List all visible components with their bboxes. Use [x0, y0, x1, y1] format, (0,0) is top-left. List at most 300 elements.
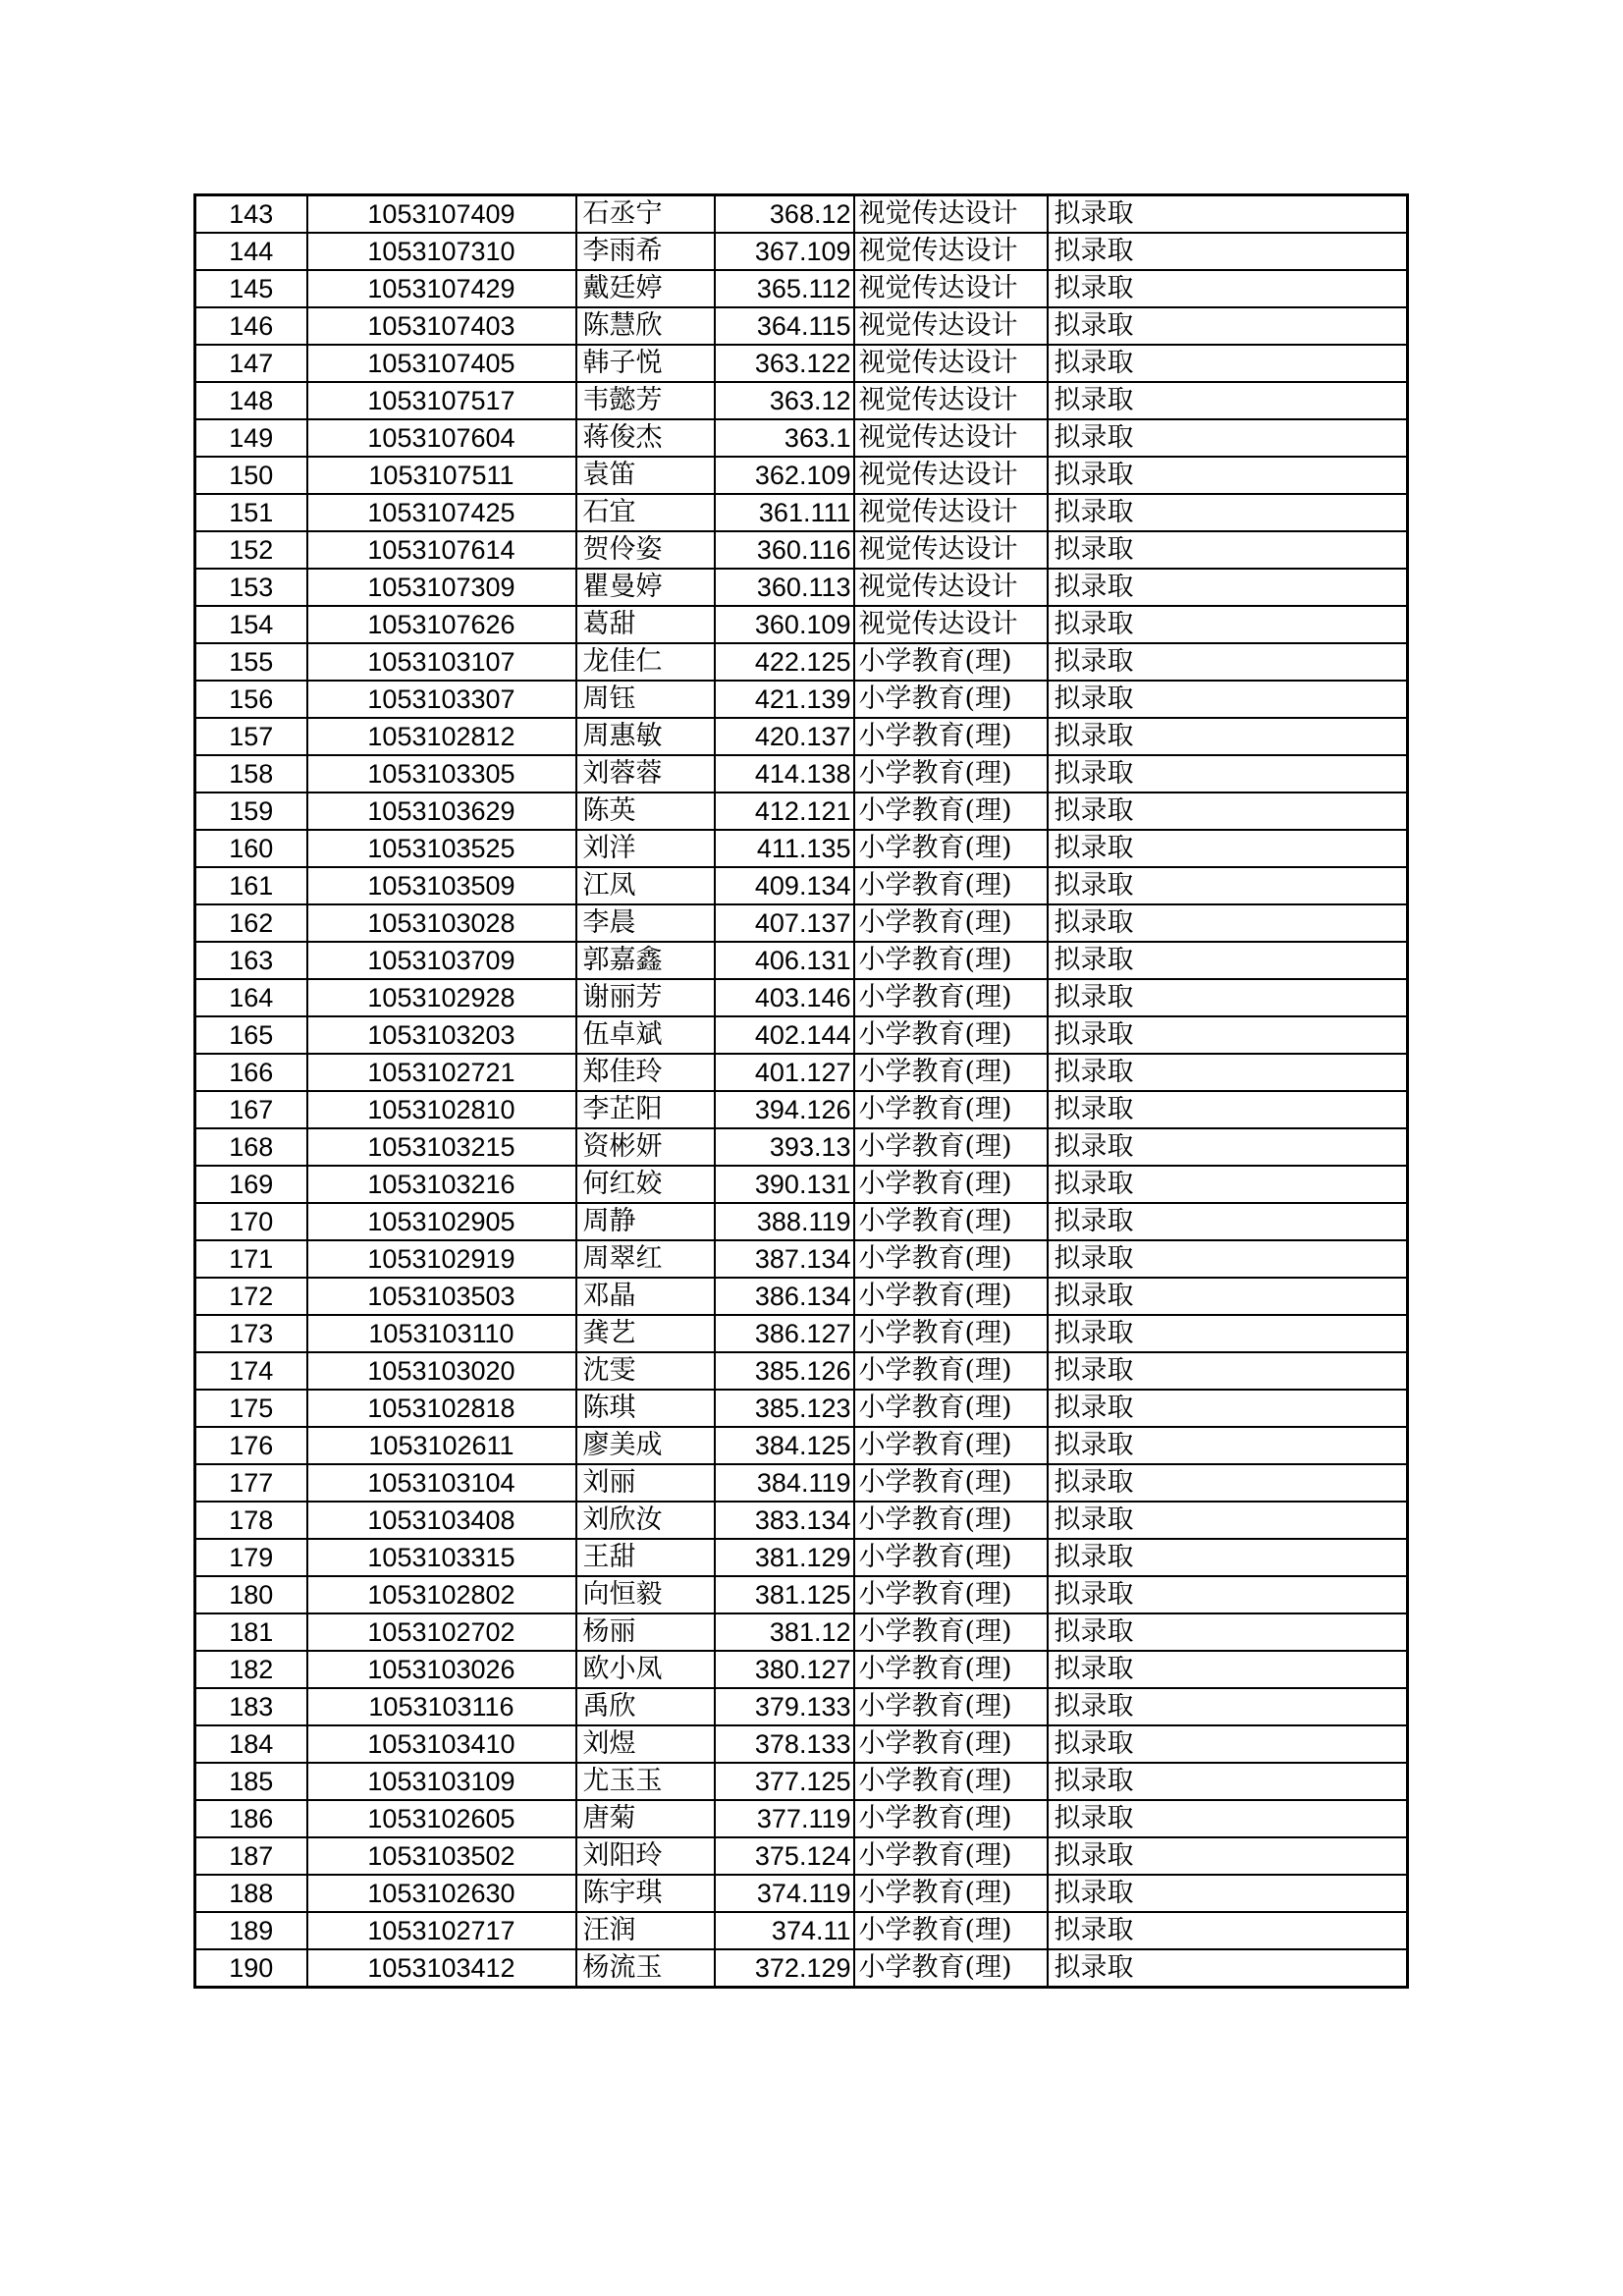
candidate-name-cell: 廖美成	[576, 1427, 715, 1464]
status-cell: 拟录取	[1048, 1837, 1408, 1875]
major-cell: 小学教育(理)	[854, 1651, 1048, 1688]
table-row	[195, 1688, 1408, 1725]
major-cell: 视觉传达设计	[854, 345, 1048, 382]
status-cell: 拟录取	[1048, 755, 1408, 793]
score-cell: 390.131	[715, 1166, 854, 1203]
score-cell: 384.125	[715, 1427, 854, 1464]
candidate-name-cell: 王甜	[576, 1539, 715, 1576]
table-row	[195, 307, 1408, 345]
score-cell: 385.123	[715, 1390, 854, 1427]
table-row	[195, 867, 1408, 904]
row-number-cell: 167	[195, 1091, 307, 1128]
status-cell: 拟录取	[1048, 1800, 1408, 1837]
candidate-name-cell: 瞿曼婷	[576, 569, 715, 606]
major-cell: 小学教育(理)	[854, 755, 1048, 793]
candidate-name-cell: 李芷阳	[576, 1091, 715, 1128]
row-number-cell: 180	[195, 1576, 307, 1613]
score-cell: 361.111	[715, 494, 854, 531]
score-cell: 383.134	[715, 1502, 854, 1539]
status-cell: 拟录取	[1048, 681, 1408, 718]
major-cell: 小学教育(理)	[854, 793, 1048, 830]
table-row	[195, 830, 1408, 867]
candidate-name-cell: 何红姣	[576, 1166, 715, 1203]
row-number-cell: 168	[195, 1128, 307, 1166]
major-cell: 小学教育(理)	[854, 1427, 1048, 1464]
candidate-name-cell: 陈英	[576, 793, 715, 830]
table-row	[195, 681, 1408, 718]
table-row	[195, 1464, 1408, 1502]
candidate-id-cell: 1053102928	[307, 979, 576, 1016]
status-cell: 拟录取	[1048, 1464, 1408, 1502]
candidate-id-cell: 1053103028	[307, 904, 576, 942]
row-number-cell: 178	[195, 1502, 307, 1539]
candidate-name-cell: 郭嘉鑫	[576, 942, 715, 979]
status-cell: 拟录取	[1048, 1651, 1408, 1688]
score-cell: 385.126	[715, 1352, 854, 1390]
status-cell: 拟录取	[1048, 569, 1408, 606]
candidate-id-cell: 1053107403	[307, 307, 576, 345]
table-row	[195, 1725, 1408, 1763]
row-number-cell: 149	[195, 419, 307, 457]
table-row	[195, 1315, 1408, 1352]
major-cell: 小学教育(理)	[854, 942, 1048, 979]
status-cell: 拟录取	[1048, 718, 1408, 755]
major-cell: 视觉传达设计	[854, 270, 1048, 307]
candidate-id-cell: 1053102810	[307, 1091, 576, 1128]
candidate-name-cell: 杨流玉	[576, 1949, 715, 1988]
table-row	[195, 1502, 1408, 1539]
candidate-name-cell: 李晨	[576, 904, 715, 942]
candidate-name-cell: 陈慧欣	[576, 307, 715, 345]
table-row	[195, 345, 1408, 382]
major-cell: 小学教育(理)	[854, 830, 1048, 867]
candidate-id-cell: 1053103503	[307, 1278, 576, 1315]
major-cell: 小学教育(理)	[854, 1278, 1048, 1315]
major-cell: 视觉传达设计	[854, 195, 1048, 234]
row-number-cell: 155	[195, 643, 307, 681]
candidate-name-cell: 汪润	[576, 1912, 715, 1949]
row-number-cell: 154	[195, 606, 307, 643]
candidate-id-cell: 1053107517	[307, 382, 576, 419]
table-row	[195, 718, 1408, 755]
score-cell: 360.109	[715, 606, 854, 643]
major-cell: 视觉传达设计	[854, 307, 1048, 345]
score-cell: 363.122	[715, 345, 854, 382]
status-cell: 拟录取	[1048, 233, 1408, 270]
major-cell: 小学教育(理)	[854, 1613, 1048, 1651]
row-number-cell: 152	[195, 531, 307, 569]
row-number-cell: 150	[195, 457, 307, 494]
major-cell: 小学教育(理)	[854, 1763, 1048, 1800]
table-row	[195, 1016, 1408, 1054]
candidate-name-cell: 韩子悦	[576, 345, 715, 382]
status-cell: 拟录取	[1048, 1315, 1408, 1352]
score-cell: 411.135	[715, 830, 854, 867]
candidate-id-cell: 1053103307	[307, 681, 576, 718]
major-cell: 小学教育(理)	[854, 1352, 1048, 1390]
row-number-cell: 147	[195, 345, 307, 382]
row-number-cell: 156	[195, 681, 307, 718]
score-cell: 403.146	[715, 979, 854, 1016]
table-row	[195, 569, 1408, 606]
admission-table	[193, 193, 1409, 1989]
table-row	[195, 457, 1408, 494]
score-cell: 422.125	[715, 643, 854, 681]
table-body	[195, 195, 1408, 1988]
candidate-id-cell: 1053103629	[307, 793, 576, 830]
candidate-id-cell: 1053107511	[307, 457, 576, 494]
candidate-name-cell: 资彬妍	[576, 1128, 715, 1166]
score-cell: 401.127	[715, 1054, 854, 1091]
status-cell: 拟录取	[1048, 1688, 1408, 1725]
candidate-id-cell: 1053107405	[307, 345, 576, 382]
table-row	[195, 494, 1408, 531]
table-row	[195, 1613, 1408, 1651]
status-cell: 拟录取	[1048, 830, 1408, 867]
status-cell: 拟录取	[1048, 1016, 1408, 1054]
candidate-id-cell: 1053107310	[307, 233, 576, 270]
candidate-name-cell: 欧小凤	[576, 1651, 715, 1688]
candidate-name-cell: 向恒毅	[576, 1576, 715, 1613]
status-cell: 拟录取	[1048, 979, 1408, 1016]
score-cell: 414.138	[715, 755, 854, 793]
major-cell: 小学教育(理)	[854, 643, 1048, 681]
candidate-name-cell: 贺伶姿	[576, 531, 715, 569]
candidate-id-cell: 1053102802	[307, 1576, 576, 1613]
candidate-name-cell: 刘洋	[576, 830, 715, 867]
candidate-name-cell: 刘阳玲	[576, 1837, 715, 1875]
candidate-id-cell: 1053103412	[307, 1949, 576, 1988]
candidate-name-cell: 韦懿芳	[576, 382, 715, 419]
table-row	[195, 1166, 1408, 1203]
candidate-name-cell: 江凤	[576, 867, 715, 904]
table-row	[195, 643, 1408, 681]
candidate-id-cell: 1053103107	[307, 643, 576, 681]
major-cell: 视觉传达设计	[854, 494, 1048, 531]
score-cell: 360.113	[715, 569, 854, 606]
major-cell: 小学教育(理)	[854, 718, 1048, 755]
major-cell: 小学教育(理)	[854, 1091, 1048, 1128]
status-cell: 拟录取	[1048, 195, 1408, 234]
score-cell: 407.137	[715, 904, 854, 942]
candidate-id-cell: 1053103305	[307, 755, 576, 793]
row-number-cell: 153	[195, 569, 307, 606]
major-cell: 小学教育(理)	[854, 867, 1048, 904]
table-row	[195, 233, 1408, 270]
candidate-id-cell: 1053103026	[307, 1651, 576, 1688]
status-cell: 拟录取	[1048, 1576, 1408, 1613]
status-cell: 拟录取	[1048, 1763, 1408, 1800]
score-cell: 363.1	[715, 419, 854, 457]
candidate-id-cell: 1053102721	[307, 1054, 576, 1091]
row-number-cell: 181	[195, 1613, 307, 1651]
table-row	[195, 755, 1408, 793]
candidate-id-cell: 1053103410	[307, 1725, 576, 1763]
table-row	[195, 270, 1408, 307]
score-cell: 363.12	[715, 382, 854, 419]
score-cell: 367.109	[715, 233, 854, 270]
status-cell: 拟录取	[1048, 1539, 1408, 1576]
major-cell: 小学教育(理)	[854, 1240, 1048, 1278]
row-number-cell: 143	[195, 195, 307, 234]
score-cell: 388.119	[715, 1203, 854, 1240]
candidate-name-cell: 杨丽	[576, 1613, 715, 1651]
score-cell: 364.115	[715, 307, 854, 345]
score-cell: 374.11	[715, 1912, 854, 1949]
major-cell: 小学教育(理)	[854, 681, 1048, 718]
major-cell: 小学教育(理)	[854, 1576, 1048, 1613]
status-cell: 拟录取	[1048, 793, 1408, 830]
candidate-id-cell: 1053107614	[307, 531, 576, 569]
major-cell: 视觉传达设计	[854, 457, 1048, 494]
candidate-name-cell: 龚艺	[576, 1315, 715, 1352]
major-cell: 视觉传达设计	[854, 233, 1048, 270]
major-cell: 小学教育(理)	[854, 1390, 1048, 1427]
table-row	[195, 942, 1408, 979]
major-cell: 视觉传达设计	[854, 569, 1048, 606]
row-number-cell: 158	[195, 755, 307, 793]
row-number-cell: 159	[195, 793, 307, 830]
major-cell: 小学教育(理)	[854, 1016, 1048, 1054]
row-number-cell: 172	[195, 1278, 307, 1315]
candidate-id-cell: 1053102611	[307, 1427, 576, 1464]
table-row	[195, 382, 1408, 419]
table-row	[195, 1278, 1408, 1315]
table-row	[195, 1763, 1408, 1800]
status-cell: 拟录取	[1048, 531, 1408, 569]
row-number-cell: 157	[195, 718, 307, 755]
table-row	[195, 1539, 1408, 1576]
candidate-id-cell: 1053103216	[307, 1166, 576, 1203]
row-number-cell: 171	[195, 1240, 307, 1278]
candidate-id-cell: 1053103110	[307, 1315, 576, 1352]
table-row	[195, 904, 1408, 942]
score-cell: 386.134	[715, 1278, 854, 1315]
table-row	[195, 606, 1408, 643]
row-number-cell: 170	[195, 1203, 307, 1240]
score-cell: 368.12	[715, 195, 854, 234]
candidate-name-cell: 沈雯	[576, 1352, 715, 1390]
score-cell: 381.12	[715, 1613, 854, 1651]
row-number-cell: 186	[195, 1800, 307, 1837]
candidate-name-cell: 禹欣	[576, 1688, 715, 1725]
table-row	[195, 1091, 1408, 1128]
table-row	[195, 1054, 1408, 1091]
candidate-name-cell: 龙佳仁	[576, 643, 715, 681]
candidate-name-cell: 刘欣汝	[576, 1502, 715, 1539]
candidate-id-cell: 1053102717	[307, 1912, 576, 1949]
status-cell: 拟录取	[1048, 1613, 1408, 1651]
candidate-name-cell: 周翠红	[576, 1240, 715, 1278]
row-number-cell: 189	[195, 1912, 307, 1949]
candidate-name-cell: 李雨希	[576, 233, 715, 270]
row-number-cell: 146	[195, 307, 307, 345]
candidate-id-cell: 1053102702	[307, 1613, 576, 1651]
major-cell: 小学教育(理)	[854, 1539, 1048, 1576]
candidate-name-cell: 蒋俊杰	[576, 419, 715, 457]
status-cell: 拟录取	[1048, 382, 1408, 419]
score-cell: 409.134	[715, 867, 854, 904]
row-number-cell: 187	[195, 1837, 307, 1875]
score-cell: 406.131	[715, 942, 854, 979]
status-cell: 拟录取	[1048, 345, 1408, 382]
row-number-cell: 151	[195, 494, 307, 531]
row-number-cell: 144	[195, 233, 307, 270]
score-cell: 379.133	[715, 1688, 854, 1725]
candidate-name-cell: 戴廷婷	[576, 270, 715, 307]
candidate-name-cell: 郑佳玲	[576, 1054, 715, 1091]
candidate-name-cell: 周钰	[576, 681, 715, 718]
candidate-id-cell: 1053103315	[307, 1539, 576, 1576]
candidate-id-cell: 1053107429	[307, 270, 576, 307]
score-cell: 378.133	[715, 1725, 854, 1763]
table-row	[195, 1912, 1408, 1949]
candidate-name-cell: 刘丽	[576, 1464, 715, 1502]
candidate-name-cell: 石丞宁	[576, 195, 715, 234]
candidate-name-cell: 陈宇琪	[576, 1875, 715, 1912]
row-number-cell: 173	[195, 1315, 307, 1352]
major-cell: 小学教育(理)	[854, 1502, 1048, 1539]
candidate-id-cell: 1053107604	[307, 419, 576, 457]
candidate-name-cell: 唐菊	[576, 1800, 715, 1837]
row-number-cell: 166	[195, 1054, 307, 1091]
row-number-cell: 185	[195, 1763, 307, 1800]
score-cell: 372.129	[715, 1949, 854, 1988]
candidate-name-cell: 谢丽芳	[576, 979, 715, 1016]
candidate-id-cell: 1053103203	[307, 1016, 576, 1054]
candidate-id-cell: 1053103509	[307, 867, 576, 904]
candidate-name-cell: 邓晶	[576, 1278, 715, 1315]
table-row	[195, 1427, 1408, 1464]
status-cell: 拟录取	[1048, 494, 1408, 531]
status-cell: 拟录取	[1048, 419, 1408, 457]
candidate-name-cell: 袁笛	[576, 457, 715, 494]
row-number-cell: 183	[195, 1688, 307, 1725]
score-cell: 384.119	[715, 1464, 854, 1502]
candidate-id-cell: 1053107425	[307, 494, 576, 531]
table-row	[195, 1837, 1408, 1875]
table-row	[195, 979, 1408, 1016]
candidate-id-cell: 1053102812	[307, 718, 576, 755]
status-cell: 拟录取	[1048, 1203, 1408, 1240]
major-cell: 小学教育(理)	[854, 1054, 1048, 1091]
status-cell: 拟录取	[1048, 307, 1408, 345]
candidate-id-cell: 1053102818	[307, 1390, 576, 1427]
table-row	[195, 1390, 1408, 1427]
score-cell: 374.119	[715, 1875, 854, 1912]
major-cell: 小学教育(理)	[854, 979, 1048, 1016]
status-cell: 拟录取	[1048, 1949, 1408, 1988]
candidate-name-cell: 石宜	[576, 494, 715, 531]
candidate-name-cell: 伍卓斌	[576, 1016, 715, 1054]
status-cell: 拟录取	[1048, 1427, 1408, 1464]
major-cell: 小学教育(理)	[854, 1688, 1048, 1725]
candidate-id-cell: 1053103525	[307, 830, 576, 867]
score-cell: 375.124	[715, 1837, 854, 1875]
candidate-id-cell: 1053102630	[307, 1875, 576, 1912]
score-cell: 420.137	[715, 718, 854, 755]
candidate-id-cell: 1053103104	[307, 1464, 576, 1502]
major-cell: 小学教育(理)	[854, 1725, 1048, 1763]
status-cell: 拟录取	[1048, 1912, 1408, 1949]
table-row	[195, 1875, 1408, 1912]
status-cell: 拟录取	[1048, 1240, 1408, 1278]
row-number-cell: 179	[195, 1539, 307, 1576]
score-cell: 381.129	[715, 1539, 854, 1576]
status-cell: 拟录取	[1048, 1875, 1408, 1912]
candidate-id-cell: 1053102605	[307, 1800, 576, 1837]
row-number-cell: 175	[195, 1390, 307, 1427]
table-row	[195, 793, 1408, 830]
score-cell: 412.121	[715, 793, 854, 830]
table-row	[195, 1128, 1408, 1166]
candidate-id-cell: 1053107626	[307, 606, 576, 643]
major-cell: 小学教育(理)	[854, 1949, 1048, 1988]
status-cell: 拟录取	[1048, 1128, 1408, 1166]
row-number-cell: 184	[195, 1725, 307, 1763]
score-cell: 381.125	[715, 1576, 854, 1613]
score-cell: 402.144	[715, 1016, 854, 1054]
table-row	[195, 531, 1408, 569]
major-cell: 视觉传达设计	[854, 382, 1048, 419]
major-cell: 视觉传达设计	[854, 531, 1048, 569]
score-cell: 362.109	[715, 457, 854, 494]
table-row	[195, 1576, 1408, 1613]
row-number-cell: 160	[195, 830, 307, 867]
score-cell: 360.116	[715, 531, 854, 569]
status-cell: 拟录取	[1048, 1725, 1408, 1763]
major-cell: 视觉传达设计	[854, 606, 1048, 643]
row-number-cell: 161	[195, 867, 307, 904]
candidate-id-cell: 1053103215	[307, 1128, 576, 1166]
score-cell: 365.112	[715, 270, 854, 307]
score-cell: 380.127	[715, 1651, 854, 1688]
candidate-name-cell: 尤玉玉	[576, 1763, 715, 1800]
row-number-cell: 176	[195, 1427, 307, 1464]
score-cell: 421.139	[715, 681, 854, 718]
table-row	[195, 419, 1408, 457]
row-number-cell: 148	[195, 382, 307, 419]
status-cell: 拟录取	[1048, 904, 1408, 942]
status-cell: 拟录取	[1048, 1390, 1408, 1427]
major-cell: 小学教育(理)	[854, 1166, 1048, 1203]
table-row	[195, 1203, 1408, 1240]
score-cell: 377.125	[715, 1763, 854, 1800]
row-number-cell: 177	[195, 1464, 307, 1502]
row-number-cell: 165	[195, 1016, 307, 1054]
major-cell: 小学教育(理)	[854, 1837, 1048, 1875]
candidate-name-cell: 葛甜	[576, 606, 715, 643]
row-number-cell: 188	[195, 1875, 307, 1912]
candidate-id-cell: 1053102919	[307, 1240, 576, 1278]
status-cell: 拟录取	[1048, 643, 1408, 681]
candidate-id-cell: 1053103116	[307, 1688, 576, 1725]
status-cell: 拟录取	[1048, 942, 1408, 979]
candidate-name-cell: 周静	[576, 1203, 715, 1240]
candidate-id-cell: 1053107309	[307, 569, 576, 606]
major-cell: 小学教育(理)	[854, 1315, 1048, 1352]
row-number-cell: 162	[195, 904, 307, 942]
status-cell: 拟录取	[1048, 606, 1408, 643]
row-number-cell: 182	[195, 1651, 307, 1688]
row-number-cell: 190	[195, 1949, 307, 1988]
status-cell: 拟录取	[1048, 1502, 1408, 1539]
major-cell: 小学教育(理)	[854, 1128, 1048, 1166]
table-row	[195, 1651, 1408, 1688]
candidate-name-cell: 刘煜	[576, 1725, 715, 1763]
status-cell: 拟录取	[1048, 270, 1408, 307]
status-cell: 拟录取	[1048, 867, 1408, 904]
